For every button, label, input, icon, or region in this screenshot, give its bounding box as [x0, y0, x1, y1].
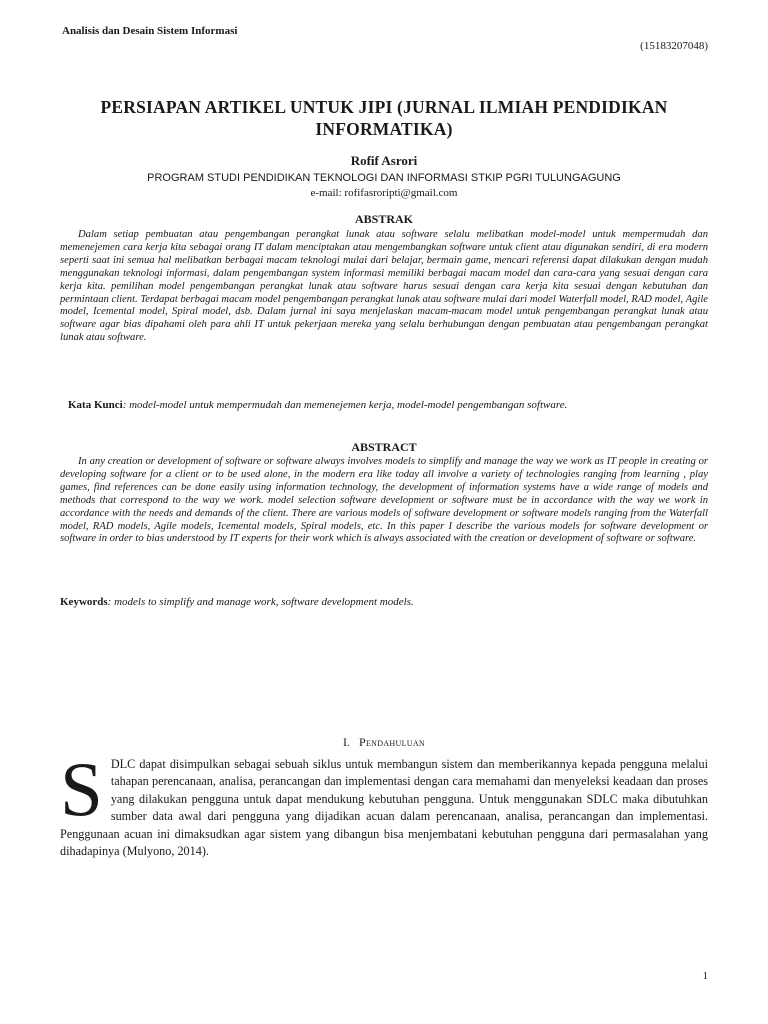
keywords-label: Keywords — [60, 596, 108, 608]
kata-kunci — [68, 399, 708, 411]
kata-kunci-label: Kata Kunci — [68, 399, 123, 411]
running-title: Analisis dan Desain Sistem Informasi — [62, 25, 238, 37]
section-title: Pendahuluan — [359, 735, 425, 749]
section-heading — [60, 735, 708, 750]
section-number: I. — [343, 735, 351, 749]
page-number: 1 — [702, 970, 708, 982]
author-email: e-mail: rofifasroripti@gmail.com — [310, 187, 458, 199]
abstract-heading: ABSTRACT — [351, 440, 417, 454]
abstract-body: In any creation or development of software or software always involves models to simplify and manage the way we work as IT people in creating or developing software for a client or to be used alone, in the modern era like today all involve a variety of technologies ranging from learning , play games, find references can be done easily using information technology, the development of information systems have a wide range of models and methods that correspond to the way we work. model selection software development or software must be in accordance with the way we work in accordance with the needs and demands of the client. There are various models of software development or software models ranging from the Waterfall model, RAD models, Agile models, Icemental models, Spiral models, etc. In this paper I describe the various models for software development or software in order to bias understood by IT experts for their work which is always associated with the creation or development of software or software. — [60, 456, 708, 545]
abstrak-heading: ABSTRAK — [354, 212, 413, 226]
abstrak-body: Dalam setiap pembuatan atau pengembangan perangkat lunak atau software selalu melibatkan model-model untuk mempermudah dan memenejemen cara kerja kita sebagai orang IT dalam menciptakan atau mengembangkan software untuk client atau digunakan sendiri, di era modern seperti saat ini semua hal melibatkan berbagai macam teknologi mulai dari belajar, bermain game, mencari referensi dapat dilakukan dengan mudah menggunakan teknologi informasi, dalam pengembangan system informasi memiliki berbagai macam model dan cara-cara yang sesuai dengan cara kerja kita. pemilihan model pengembangan perangkat lunak atau software harus sesuai dengan cara kerja kita sesuai dengan kebutuhan dan permintaan client. Terdapat berbagai macam model pengembangan perangkat lunak atau software mulai dari model Waterfall model, RAD model, Agile model, Icemental model, Spiral model, dsb. Dalam jurnal ini saya menjelaskan macam-macam model untuk pengembangan perangkat lunak atau software agar bias dipahami oleh para ahli IT untuk pekerjaan mereka yang selalu berhubungan dengan pembuatan atau pengembangan perangkat lunak atau software. — [60, 229, 708, 344]
author-name: Rofif Asrori — [350, 153, 418, 168]
intro-text: DLC dapat disimpulkan sebagai sebuah siklus untuk membangun sistem dan memberikannya kepada pengguna melalui tahapan perencanaan, analisa, perancangan dan implementasi dengan cara memahami dan menyeleksi keadaan dan proses yang dilakukan pengguna untuk dapat mendukung kebutuhan pengguna. Untuk menggunakan SDLC maka dibutuhkan sumber data awal dari pengguna yang dijadikan acuan dalam perencanaan, analisa, perancangan dan implementasi. Penggunaan acuan ini dimaksudkan agar sistem yang dibangun bisa menjembatani kebutuhan pengguna dari permasalahan yang dihadapinya (Mulyono, 2014). — [60, 757, 708, 859]
affiliation: PROGRAM STUDI PENDIDIKAN TEKNOLOGI DAN INFORMASI STKIP PGRI TULUNGAGUNG — [147, 172, 621, 184]
dropcap-letter: S — [60, 746, 103, 832]
keywords — [60, 596, 700, 608]
paper-title: PERSIAPAN ARTIKEL UNTUK JIPI (JURNAL ILMIAH PENDIDIKAN INFORMATIKA) — [100, 97, 668, 139]
kata-kunci-text: : model-model untuk mempermudah dan memenejemen kerja, model-model pengembangan software. — [122, 399, 568, 411]
intro-paragraph — [60, 746, 708, 860]
id-code: (15183207048) — [640, 40, 708, 52]
keywords-text: : models to simplify and manage work, software development models. — [107, 596, 414, 608]
